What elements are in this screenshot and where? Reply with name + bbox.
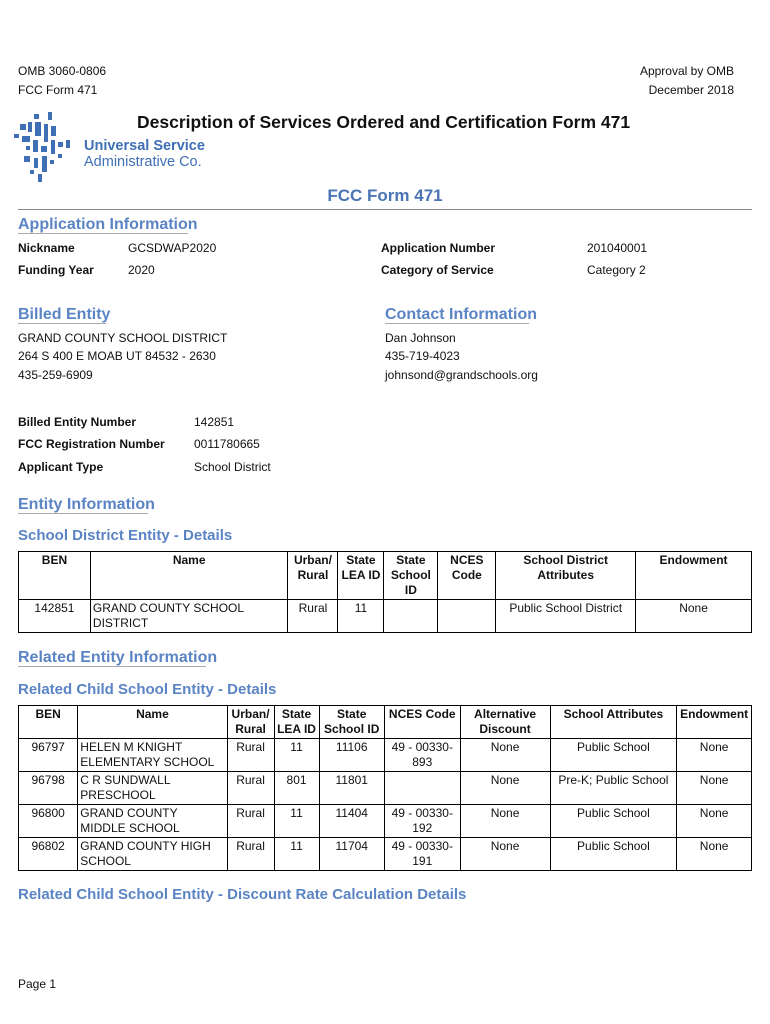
application-heading: Application Information: [18, 216, 198, 233]
district-table: [18, 551, 752, 633]
entity-info-heading: Entity Information: [18, 496, 155, 513]
contact-email: johnsond@grandschools.org: [385, 368, 538, 382]
child-table-header: [19, 706, 752, 739]
table-row: [19, 805, 752, 838]
page-title: Description of Services Ordered and Certification Form 471: [137, 112, 631, 132]
table-row: [19, 838, 752, 871]
contact-phone: 435-719-4023: [385, 349, 460, 363]
cell-ben: 96800: [19, 805, 78, 838]
billed-entity-number-value: 142851: [194, 415, 235, 429]
cell-ben: 96797: [19, 739, 78, 772]
cell-alternative-discount: None: [460, 739, 550, 772]
applicant-type-label: Applicant Type: [18, 460, 104, 474]
col-state-lea-id: State LEA ID: [274, 706, 319, 739]
category-label: Category of Service: [381, 263, 494, 277]
cell-name: GRAND COUNTY MIDDLE SCHOOL: [78, 805, 227, 838]
entity-info-underline: [18, 513, 148, 514]
cell-urban-rural: Rural: [227, 838, 274, 871]
application-underline: [18, 233, 188, 234]
cell-ben: 142851: [19, 600, 91, 633]
form-number: FCC Form 471: [18, 83, 98, 97]
cell-name: GRAND COUNTY SCHOOL DISTRICT: [90, 600, 288, 633]
col-urban-rural: Urban/ Rural: [288, 552, 338, 600]
cell-endowment: None: [636, 600, 752, 633]
logo-line-1: Universal Service: [84, 138, 205, 154]
billed-entity-name: GRAND COUNTY SCHOOL DISTRICT: [18, 331, 228, 345]
cell-school-attributes: Public School: [550, 739, 677, 772]
cell-state-school-id: 11106: [319, 739, 384, 772]
col-district-attributes: School District Attributes: [496, 552, 636, 600]
billed-entity-heading: Billed Entity: [18, 306, 111, 323]
usac-logo-icon: [14, 112, 80, 184]
cell-nces-code: 49 - 00330- 192: [384, 805, 460, 838]
cell-state-school-id: 11404: [319, 805, 384, 838]
cell-state-lea-id: 11: [274, 805, 319, 838]
cell-nces-code: [438, 600, 496, 633]
cell-endowment: None: [677, 805, 752, 838]
col-endowment: Endowment: [636, 552, 752, 600]
billed-entity-address: 264 S 400 E MOAB UT 84532 - 2630: [18, 349, 216, 363]
billed-entity-phone: 435-259-6909: [18, 368, 93, 382]
cell-urban-rural: Rural: [227, 772, 274, 805]
cell-urban-rural: Rural: [288, 600, 338, 633]
cell-name: GRAND COUNTY HIGH SCHOOL: [78, 838, 227, 871]
cell-nces-code: 49 - 00330- 893: [384, 739, 460, 772]
cell-state-lea-id: 11: [338, 600, 384, 633]
omb-number: OMB 3060-0806: [18, 64, 107, 78]
application-number-value: 201040001: [587, 241, 648, 255]
district-table-header: [19, 552, 752, 600]
discount-details-heading: Related Child School Entity - Discount Rate Calculation Details: [18, 886, 467, 903]
contact-name: Dan Johnson: [385, 331, 456, 345]
col-state-school-id: State School ID: [384, 552, 438, 600]
cell-ben: 96802: [19, 838, 78, 871]
cell-state-lea-id: 11: [274, 739, 319, 772]
cell-school-attributes: Pre-K; Public School: [550, 772, 677, 805]
page-number: Page 1: [18, 977, 57, 991]
category-value: Category 2: [587, 263, 646, 277]
related-entity-underline: [18, 666, 206, 667]
col-nces-code: NCES Code: [438, 552, 496, 600]
cell-endowment: None: [677, 739, 752, 772]
cell-school-attributes: Public School: [550, 805, 677, 838]
cell-state-lea-id: 11: [274, 838, 319, 871]
fcc-registration-label: FCC Registration Number: [18, 437, 165, 451]
cell-state-lea-id: 801: [274, 772, 319, 805]
col-state-school-id: State School ID: [319, 706, 384, 739]
table-row: [19, 772, 752, 805]
cell-ben: 96798: [19, 772, 78, 805]
cell-state-school-id: 11801: [319, 772, 384, 805]
cell-alternative-discount: None: [460, 838, 550, 871]
cell-nces-code: [384, 772, 460, 805]
application-number-label: Application Number: [381, 241, 496, 255]
cell-school-attributes: Public School: [550, 838, 677, 871]
cell-name: HELEN M KNIGHT ELEMENTARY SCHOOL: [78, 739, 227, 772]
cell-state-school-id: [384, 600, 438, 633]
cell-alternative-discount: None: [460, 805, 550, 838]
cell-endowment: None: [677, 772, 752, 805]
approval-date: December 2018: [648, 83, 734, 97]
cell-urban-rural: Rural: [227, 739, 274, 772]
header-divider: [18, 209, 752, 210]
col-nces-code: NCES Code: [384, 706, 460, 739]
billed-entity-underline: [18, 323, 106, 324]
form-subtitle: FCC Form 471: [327, 186, 443, 205]
table-row: [19, 600, 752, 633]
table-row: [19, 739, 752, 772]
cell-district-attributes: Public School District: [496, 600, 636, 633]
billed-entity-number-label: Billed Entity Number: [18, 415, 137, 429]
funding-year-label: Funding Year: [18, 263, 94, 277]
contact-heading: Contact Information: [385, 306, 537, 323]
nickname-value: GCSDWAP2020: [128, 241, 217, 255]
col-urban-rural: Urban/ Rural: [227, 706, 274, 739]
col-ben: BEN: [19, 552, 91, 600]
related-entity-heading: Related Entity Information: [18, 649, 218, 666]
child-school-table: [18, 705, 752, 871]
contact-underline: [385, 323, 529, 324]
cell-state-school-id: 11704: [319, 838, 384, 871]
cell-urban-rural: Rural: [227, 805, 274, 838]
child-details-heading: Related Child School Entity - Details: [18, 681, 277, 698]
funding-year-value: 2020: [128, 263, 155, 277]
cell-endowment: None: [677, 838, 752, 871]
col-school-attributes: School Attributes: [550, 706, 677, 739]
logo-line-2: Administrative Co.: [84, 154, 202, 170]
cell-nces-code: 49 - 00330- 191: [384, 838, 460, 871]
col-name: Name: [78, 706, 227, 739]
fcc-registration-value: 0011780665: [194, 437, 260, 451]
col-state-lea-id: State LEA ID: [338, 552, 384, 600]
applicant-type-value: School District: [194, 460, 271, 474]
col-endowment: Endowment: [677, 706, 752, 739]
cell-alternative-discount: None: [460, 772, 550, 805]
col-alternative-discount: Alternative Discount: [460, 706, 550, 739]
district-details-heading: School District Entity - Details: [18, 527, 233, 544]
nickname-label: Nickname: [18, 241, 75, 255]
approval-text: Approval by OMB: [639, 64, 734, 78]
cell-name: C R SUNDWALL PRESCHOOL: [78, 772, 227, 805]
col-ben: BEN: [19, 706, 78, 739]
col-name: Name: [90, 552, 288, 600]
